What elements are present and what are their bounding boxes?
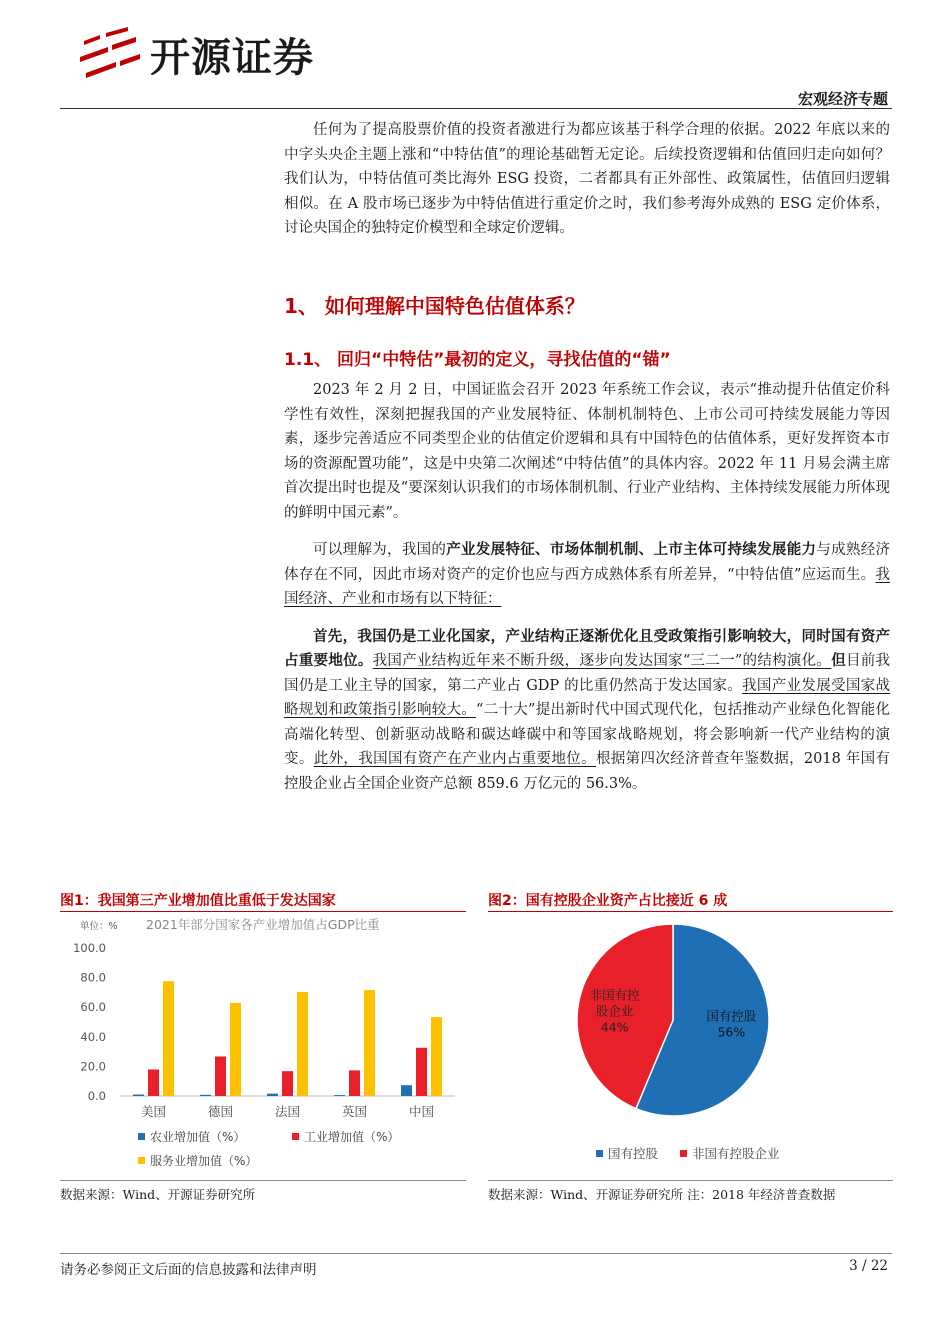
y-tick-label: 40.0 bbox=[80, 1029, 106, 1044]
pie-legend-label: 国有控股 bbox=[608, 1146, 659, 1161]
figure1-bar-chart bbox=[60, 913, 466, 1178]
figure2-top-rule bbox=[488, 911, 893, 912]
figure2-title: 图2：国有控股企业资产占比接近 6 成 bbox=[488, 893, 728, 909]
bar-2-2 bbox=[215, 1056, 226, 1096]
figure2-pie-chart bbox=[488, 913, 893, 1178]
x-tick-label: 美国 bbox=[140, 1104, 167, 1119]
page-number: 3 / 22 bbox=[849, 1258, 888, 1274]
brand-mark-icon bbox=[78, 27, 142, 83]
brand-name: 开源证券 bbox=[150, 35, 314, 81]
bar-2-1 bbox=[148, 1070, 159, 1096]
x-tick-label: 德国 bbox=[207, 1104, 234, 1119]
figure1-title: 图1：我国第三产业增加值比重低于发达国家 bbox=[60, 893, 336, 909]
legend-label: 服务业增加值（%） bbox=[150, 1154, 258, 1168]
y-tick-label: 80.0 bbox=[80, 970, 106, 985]
bar-3-3 bbox=[297, 992, 308, 1096]
pie-label: 非国有控 bbox=[589, 987, 640, 1003]
chart-title: 2021年部分国家各产业增加值占GDP比重 bbox=[146, 917, 380, 932]
bar-3-1 bbox=[163, 981, 174, 1096]
bar-1-1 bbox=[133, 1095, 144, 1096]
y-tick-label: 0.0 bbox=[87, 1089, 106, 1103]
bar-2-3 bbox=[282, 1071, 293, 1096]
pie-legend-label: 非国有控股企业 bbox=[692, 1146, 780, 1161]
chart-unit-label: 单位：% bbox=[80, 921, 118, 932]
figure1-top-rule bbox=[60, 911, 466, 912]
y-tick-label: 20.0 bbox=[80, 1059, 106, 1074]
bar-3-5 bbox=[431, 1017, 442, 1096]
x-tick-label: 法国 bbox=[274, 1104, 301, 1119]
bar-1-4 bbox=[334, 1095, 345, 1096]
pie-label: 国有控股 bbox=[706, 1008, 757, 1024]
footer-divider bbox=[60, 1253, 892, 1254]
bar-1-2 bbox=[200, 1095, 211, 1096]
bar-3-2 bbox=[230, 1003, 241, 1096]
pie-legend-swatch bbox=[680, 1150, 687, 1157]
pie-label: 56% bbox=[717, 1024, 746, 1040]
report-category: 宏观经济专题 bbox=[797, 90, 888, 108]
y-tick-label: 60.0 bbox=[80, 1000, 106, 1015]
footer-disclaimer: 请务必参阅正文后面的信息披露和法律声明 bbox=[60, 1262, 317, 1278]
bar-2-5 bbox=[416, 1048, 427, 1096]
intro-paragraph: 任何为了提高股票价值的投资者激进行为都应该基于科学合理的依据。2022 年底以来的中字头央企主题上涨和“中特估值”的理论基础暂无定论。后续投资逻辑和估值回归走向如何？我们认为，中特估值可类比海外 ESG 投资，二者都具有正外部性、政策属性，估值回归逻辑相似。在 A 股市场已逐步为中特估值进行重定价之时，我们参考海外成熟的 ESG 定价体系，讨论央国企的独特定价模型和全球定价逻辑。 bbox=[284, 122, 890, 236]
body-section bbox=[284, 378, 890, 796]
paragraph-characteristics: 可以理解为，我国的产业发展特征、市场体制机制、上市主体可持续发展能力与成熟经济体存在不同，因此市场对资产的定价也应与西方成熟体系有所差异，“中特估值”应运而生。我国经济、产业和市场有以下特征： bbox=[284, 541, 891, 607]
legend-swatch bbox=[138, 1157, 145, 1164]
paragraph-industrial: 首先，我国仍是工业化国家，产业结构正逐渐优化且受政策指引影响较大，同时国有资产占重要地位。我国产业结构近年来不断升级，逐步向发达国家“三二一”的结构演化。但目前我国仍是工业主导的国家，第二产业占 GDP 的比重仍然高于发达国家。我国产业发展受国家战略规划和政策指引影响较大。“二十大”提出新时代中国式现代化，包括推动产业绿色化智能化高端化转型、创新驱动战略和碳达峰碳中和等国家战略规划，将会影响新一代产业结构的演变。此外，我国国有资产在产业内占重要地位。根据第四次经济普查年鉴数据，2018 年国有控股企业占全国企业资产总额 859.6 万亿元的 56.3%。 bbox=[284, 627, 891, 792]
bar-1-3 bbox=[267, 1094, 278, 1096]
subsection-heading: 1.1、 回归“中特估”最初的定义，寻找估值的“锚” bbox=[284, 350, 671, 370]
x-tick-label: 中国 bbox=[408, 1104, 435, 1119]
section-heading: 1、 如何理解中国特色估值体系？ bbox=[284, 294, 585, 318]
brand-logo bbox=[78, 26, 314, 83]
paragraph-policy: 2023 年 2 月 2 日，中国证监会召开 2023 年系统工作会议，表示“推动提升估值定价科学性有效性，深刻把握我国的产业发展特征、体制机制特色、上市公司可持续发展能力等因素，逐步完善适应不同类型企业的估值定价逻辑和具有中国特色的估值体系，更好发挥资本市场的资源配置功能”，这是中央第二次阐述“中特估值”的具体内容。2022 年 11 月易会满主席首次提出时也提及“要深刻认识我们的市场体制机制、行业产业结构、主体持续发展能力所体现的鲜明中国元素”。 bbox=[284, 382, 890, 521]
x-tick-label: 英国 bbox=[341, 1104, 368, 1119]
y-tick-label: 100.0 bbox=[73, 941, 106, 955]
pie-label: 股企业 bbox=[595, 1003, 634, 1019]
header-divider bbox=[60, 108, 892, 109]
legend-swatch bbox=[292, 1133, 299, 1140]
legend-swatch bbox=[138, 1133, 145, 1140]
intro-section bbox=[284, 118, 890, 241]
bar-1-5 bbox=[401, 1085, 412, 1096]
figure2-source: 数据来源：Wind、开源证券研究所 注：2018 年经济普查数据 bbox=[488, 1187, 836, 1202]
figure2-bottom-rule bbox=[488, 1180, 893, 1181]
bar-2-4 bbox=[349, 1070, 360, 1096]
figure1-source: 数据来源：Wind、开源证券研究所 bbox=[60, 1187, 256, 1202]
pie-label: 44% bbox=[600, 1019, 629, 1035]
bar-3-4 bbox=[364, 990, 375, 1096]
legend-label: 工业增加值（%） bbox=[304, 1130, 400, 1144]
legend-label: 农业增加值（%） bbox=[150, 1130, 246, 1144]
figure1-bottom-rule bbox=[60, 1180, 466, 1181]
pie-legend-swatch bbox=[596, 1150, 603, 1157]
